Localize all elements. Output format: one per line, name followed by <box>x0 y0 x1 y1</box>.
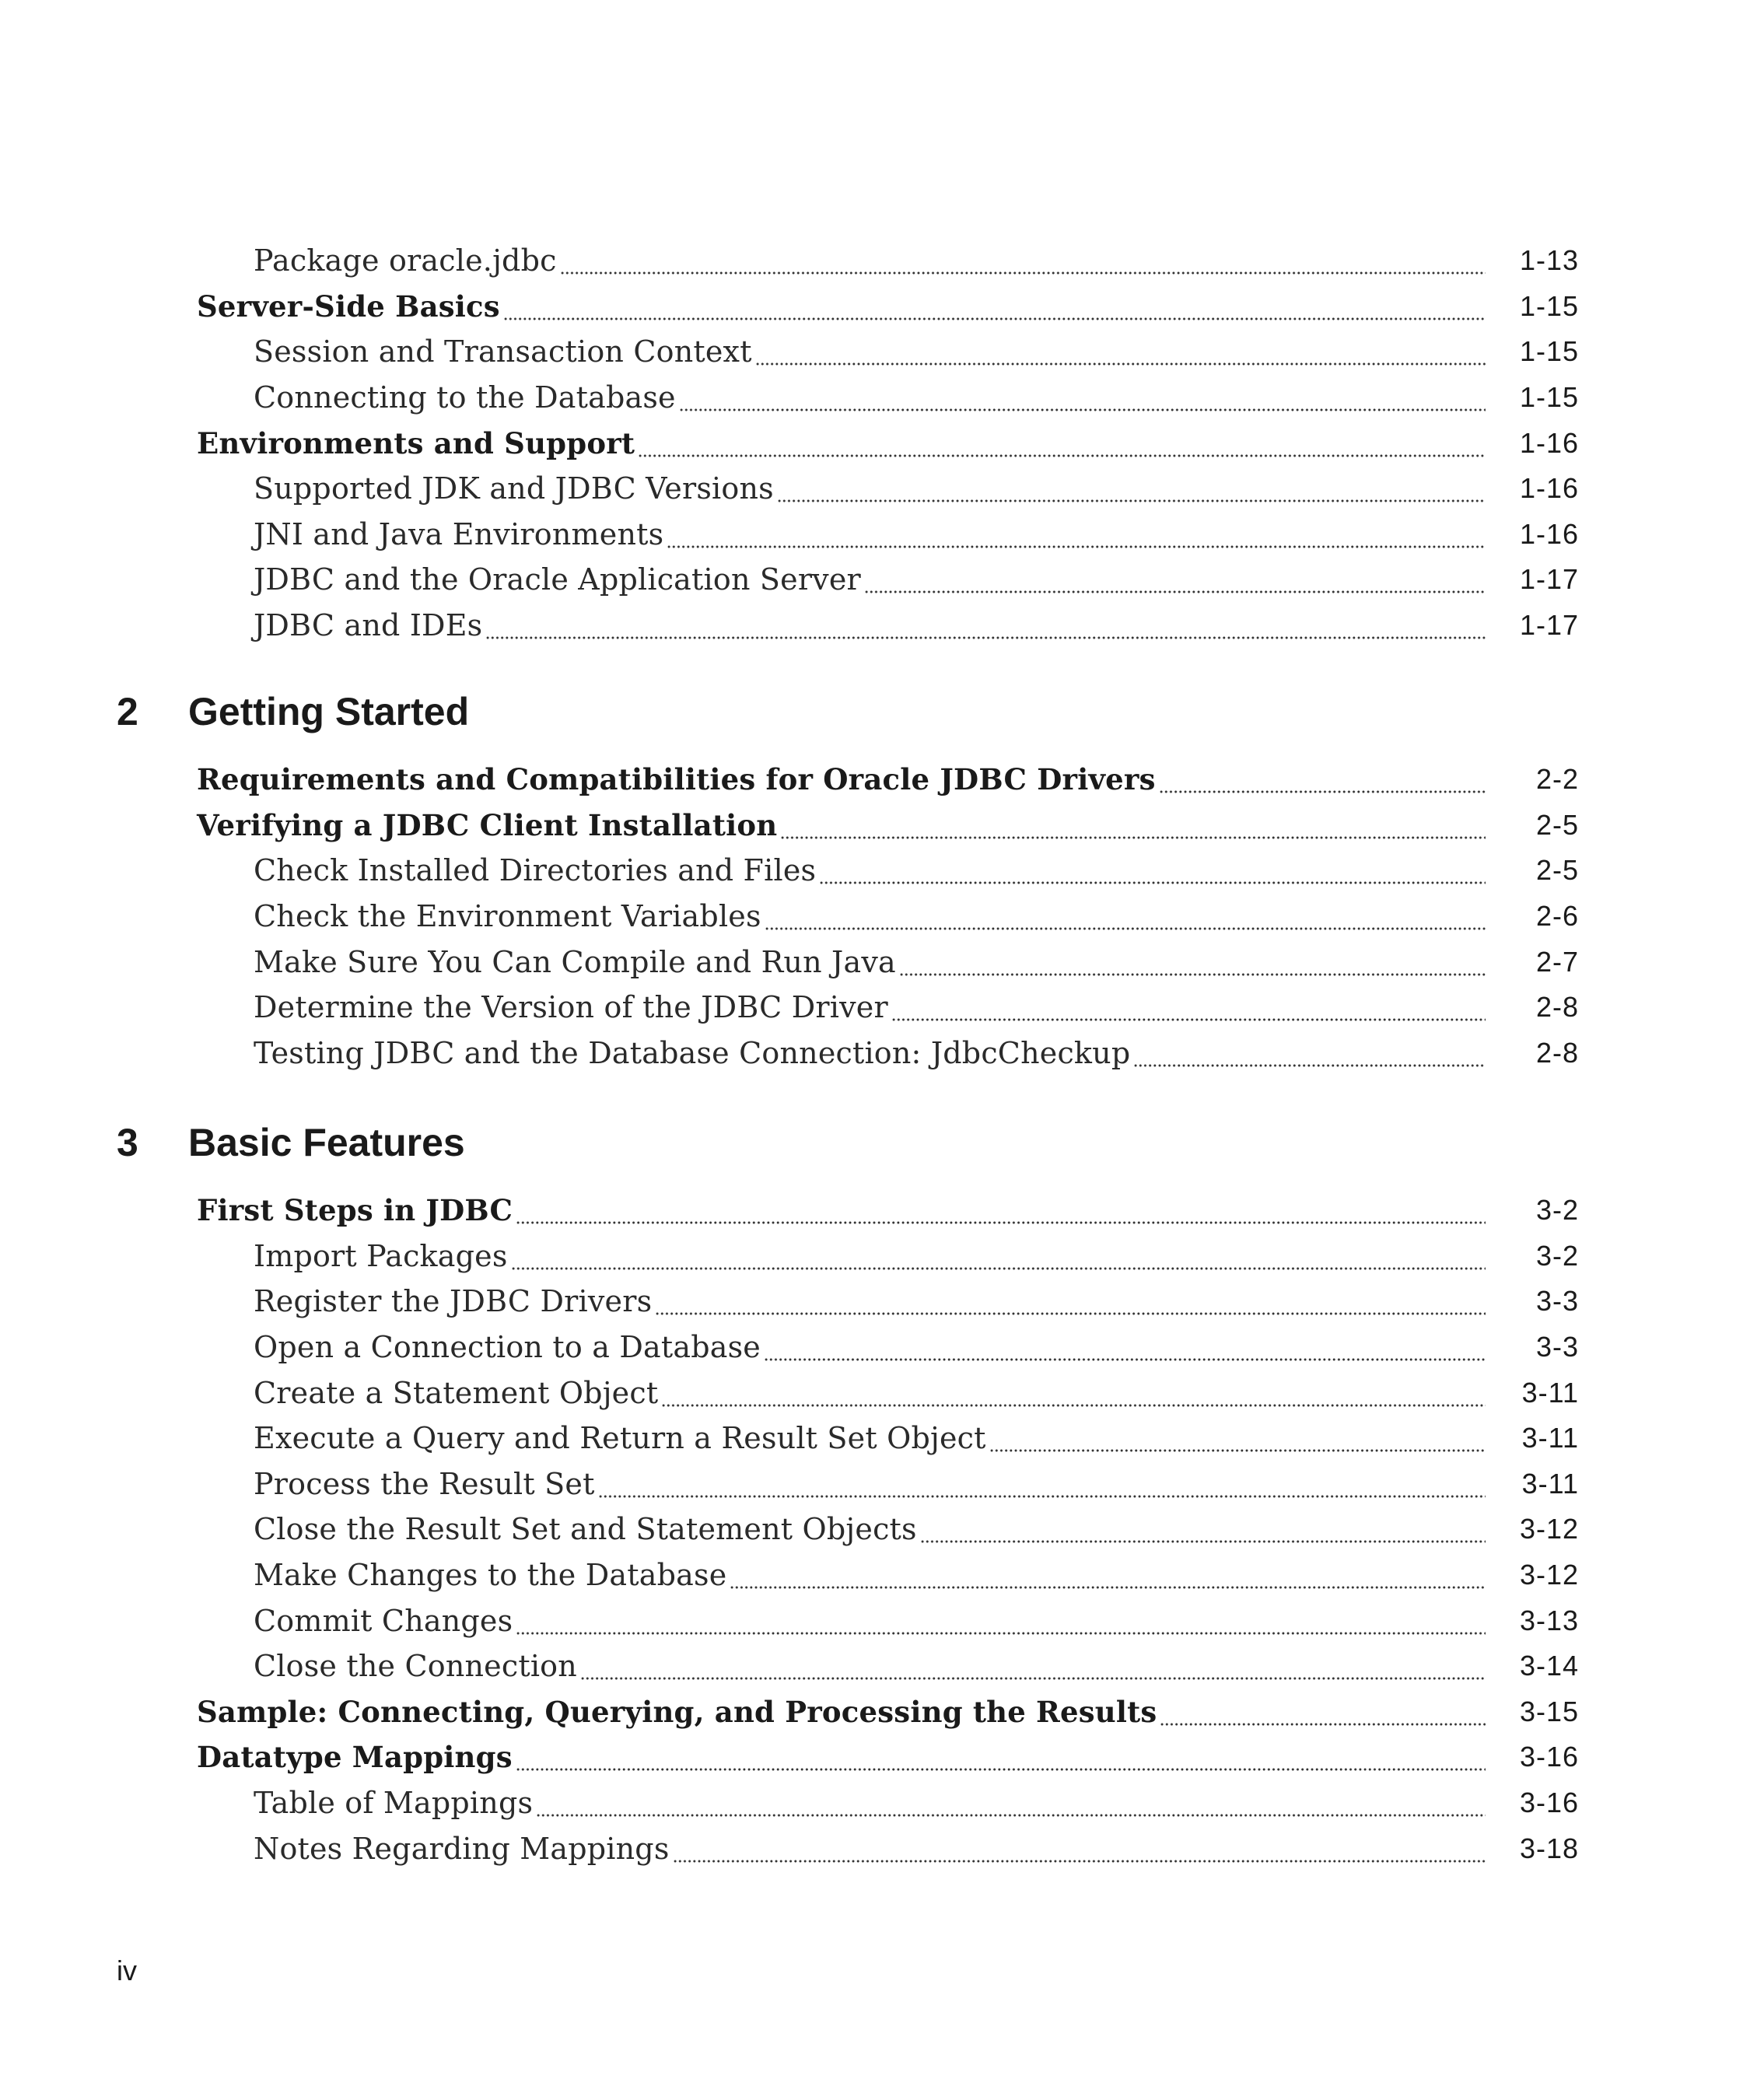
dot-leader <box>560 252 1486 275</box>
toc-entry[interactable] <box>197 848 1579 894</box>
dot-leader <box>755 343 1486 366</box>
dot-leader <box>661 1384 1486 1408</box>
toc-entry[interactable] <box>197 1734 1579 1780</box>
toc-entry-page: 2-7 <box>1535 945 1579 978</box>
toc-entry-title: Make Changes to the Database <box>254 1558 727 1593</box>
toc-entry-title: Connecting to the Database <box>254 380 676 415</box>
toc-entry-page: 3-3 <box>1535 1285 1579 1318</box>
dot-leader <box>899 954 1486 977</box>
dot-leader <box>777 480 1486 503</box>
toc-entry[interactable] <box>197 803 1579 849</box>
chapter-number: 2 <box>117 690 138 733</box>
toc-continued-section <box>197 238 1579 648</box>
dot-leader <box>638 435 1486 458</box>
toc-entry-page: 1-17 <box>1519 609 1579 642</box>
dot-leader <box>511 1248 1486 1271</box>
dot-leader <box>536 1794 1486 1818</box>
toc-entry-title: JNI and Java Environments <box>254 516 664 551</box>
toc-entry[interactable] <box>197 757 1579 803</box>
toc-entry-title: Notes Regarding Mappings <box>254 1831 670 1866</box>
chapter-heading[interactable] <box>117 689 1579 734</box>
dot-leader <box>516 1748 1486 1772</box>
toc-entry[interactable] <box>197 284 1579 330</box>
dot-leader <box>780 817 1486 840</box>
toc-entry-page: 3-2 <box>1535 1239 1579 1272</box>
toc-entry-page: 2-2 <box>1535 763 1579 796</box>
toc-entry[interactable] <box>197 1188 1579 1234</box>
dot-leader <box>485 617 1486 640</box>
toc-entry-title: Environments and Support <box>197 425 635 460</box>
toc-entry[interactable] <box>197 512 1579 558</box>
dot-leader <box>667 526 1486 549</box>
toc-entry-page: 2-5 <box>1535 808 1579 841</box>
toc-entry-page: 3-12 <box>1519 1559 1579 1591</box>
toc-entry-page: 2-6 <box>1535 900 1579 933</box>
dot-leader <box>765 908 1486 931</box>
toc-entry-title: Verifying a JDBC Client Installation <box>197 807 778 842</box>
toc-entry-title: First Steps in JDBC <box>197 1193 513 1228</box>
toc-entry[interactable] <box>197 985 1579 1031</box>
toc-entry[interactable] <box>197 1234 1579 1279</box>
toc-entry-title: Close the Result Set and Statement Objects <box>254 1512 917 1547</box>
dot-leader <box>989 1430 1486 1453</box>
toc-entry-title: Determine the Version of the JDBC Driver <box>254 990 888 1025</box>
toc-entry[interactable] <box>197 1461 1579 1507</box>
dot-leader <box>516 1202 1486 1225</box>
toc-entry-page: 1-15 <box>1519 381 1579 414</box>
toc-entry[interactable] <box>197 1689 1579 1735</box>
toc-entry-page: 3-16 <box>1519 1787 1579 1819</box>
toc-entry-page: 2-5 <box>1535 854 1579 887</box>
dot-leader <box>819 862 1486 885</box>
dot-leader <box>764 1339 1486 1362</box>
toc-entry[interactable] <box>197 557 1579 603</box>
toc-entry-page: 3-3 <box>1535 1331 1579 1363</box>
toc-entry[interactable] <box>197 1370 1579 1416</box>
dot-leader <box>516 1612 1486 1636</box>
toc-entry-title: Close the Connection <box>254 1649 577 1684</box>
toc-entry-page: 2-8 <box>1535 991 1579 1024</box>
toc-entry[interactable] <box>197 375 1579 421</box>
toc-entry[interactable] <box>197 1507 1579 1552</box>
toc-entry-title: Server-Side Basics <box>197 289 500 324</box>
toc-chapter-2-section <box>197 757 1579 1076</box>
toc-chapter-3-section <box>197 1188 1579 1871</box>
dot-leader <box>920 1521 1486 1544</box>
toc-entry-page: 3-12 <box>1519 1513 1579 1545</box>
toc-entry-title: Import Packages <box>254 1238 508 1273</box>
toc-entry[interactable] <box>197 1031 1579 1076</box>
toc-entry-page: 1-16 <box>1519 517 1579 550</box>
dot-leader <box>673 1840 1486 1864</box>
dot-leader <box>503 298 1486 321</box>
page-number-footer: iv <box>117 1955 137 1986</box>
dot-leader <box>864 571 1486 594</box>
toc-entry-title: JDBC and the Oracle Application Server <box>254 562 861 597</box>
toc-entry[interactable] <box>197 1552 1579 1598</box>
toc-entry[interactable] <box>197 1825 1579 1871</box>
toc-entry-page: 1-17 <box>1519 563 1579 596</box>
toc-entry-page: 3-15 <box>1519 1695 1579 1727</box>
toc-entry-title: Requirements and Compatibilities for Oracle JDBC Drivers <box>197 762 1156 797</box>
toc-entry-title: Execute a Query and Return a Result Set Object <box>254 1421 986 1456</box>
chapter-heading[interactable] <box>117 1120 1579 1165</box>
toc-entry-title: Testing JDBC and the Database Connection: JdbcCheckup <box>254 1035 1131 1070</box>
toc-entry-page: 3-2 <box>1535 1194 1579 1227</box>
toc-entry[interactable] <box>197 939 1579 985</box>
toc-entry-page: 1-15 <box>1519 335 1579 368</box>
dot-leader <box>1159 771 1486 794</box>
toc-entry-title: Commit Changes <box>254 1603 513 1638</box>
toc-entry-title: Check Installed Directories and Files <box>254 853 817 888</box>
toc-entry[interactable] <box>197 1598 1579 1643</box>
dot-leader <box>679 389 1486 412</box>
toc-entry[interactable] <box>197 466 1579 512</box>
toc-entry-title: Supported JDK and JDBC Versions <box>254 471 774 506</box>
toc-entry-title: Check the Environment Variables <box>254 899 761 934</box>
toc-entry-title: Table of Mappings <box>254 1786 534 1821</box>
toc-entry-page: 1-13 <box>1519 244 1579 277</box>
toc-entry-title: Sample: Connecting, Querying, and Processing the Results <box>197 1694 1157 1729</box>
dot-leader <box>1133 1045 1486 1068</box>
toc-entry[interactable] <box>197 1780 1579 1826</box>
toc-entry-page: 3-11 <box>1521 1376 1579 1409</box>
toc-entry[interactable] <box>197 894 1579 940</box>
toc-entry-page: 1-16 <box>1519 426 1579 459</box>
chapter-title: Getting Started <box>188 690 470 733</box>
chapter-title: Basic Features <box>188 1121 465 1164</box>
toc-entry-page: 2-8 <box>1535 1036 1579 1069</box>
toc-entry-title: Process the Result Set <box>254 1466 595 1501</box>
toc-entry[interactable] <box>197 420 1579 466</box>
toc-entry-page: 3-11 <box>1521 1467 1579 1500</box>
toc-entry-title: Package oracle.jdbc <box>254 243 557 278</box>
toc-entry-page: 1-15 <box>1519 289 1579 322</box>
toc-entry[interactable] <box>197 238 1579 284</box>
toc-entry[interactable] <box>197 1279 1579 1325</box>
toc-entry-page: 3-13 <box>1519 1604 1579 1636</box>
toc-entry-title: Datatype Mappings <box>197 1740 513 1775</box>
dot-leader <box>655 1293 1486 1316</box>
dot-leader <box>730 1566 1486 1590</box>
toc-entry[interactable] <box>197 1325 1579 1370</box>
toc-entry-page: 3-14 <box>1519 1650 1579 1682</box>
toc-entry-title: Make Sure You Can Compile and Run Java <box>254 944 896 979</box>
toc-entry-page: 1-16 <box>1519 472 1579 505</box>
chapter-number: 3 <box>117 1121 138 1164</box>
toc-entry[interactable] <box>197 1643 1579 1689</box>
toc-entry[interactable] <box>197 1416 1579 1461</box>
dot-leader <box>891 999 1486 1022</box>
dot-leader <box>580 1657 1486 1681</box>
toc-entry[interactable] <box>197 603 1579 649</box>
toc-entry-title: Session and Transaction Context <box>254 334 752 369</box>
toc-entry-page: 3-16 <box>1519 1741 1579 1773</box>
toc-entry-title: JDBC and IDEs <box>254 608 483 643</box>
toc-entry-title: Register the JDBC Drivers <box>254 1284 653 1319</box>
toc-entry[interactable] <box>197 329 1579 375</box>
dot-leader <box>1160 1703 1486 1727</box>
toc-entry-page: 3-11 <box>1521 1422 1579 1454</box>
toc-entry-title: Open a Connection to a Database <box>254 1330 761 1365</box>
toc-entry-page: 3-18 <box>1519 1832 1579 1864</box>
toc-entry-title: Create a Statement Object <box>254 1375 659 1410</box>
dot-leader <box>598 1475 1486 1499</box>
